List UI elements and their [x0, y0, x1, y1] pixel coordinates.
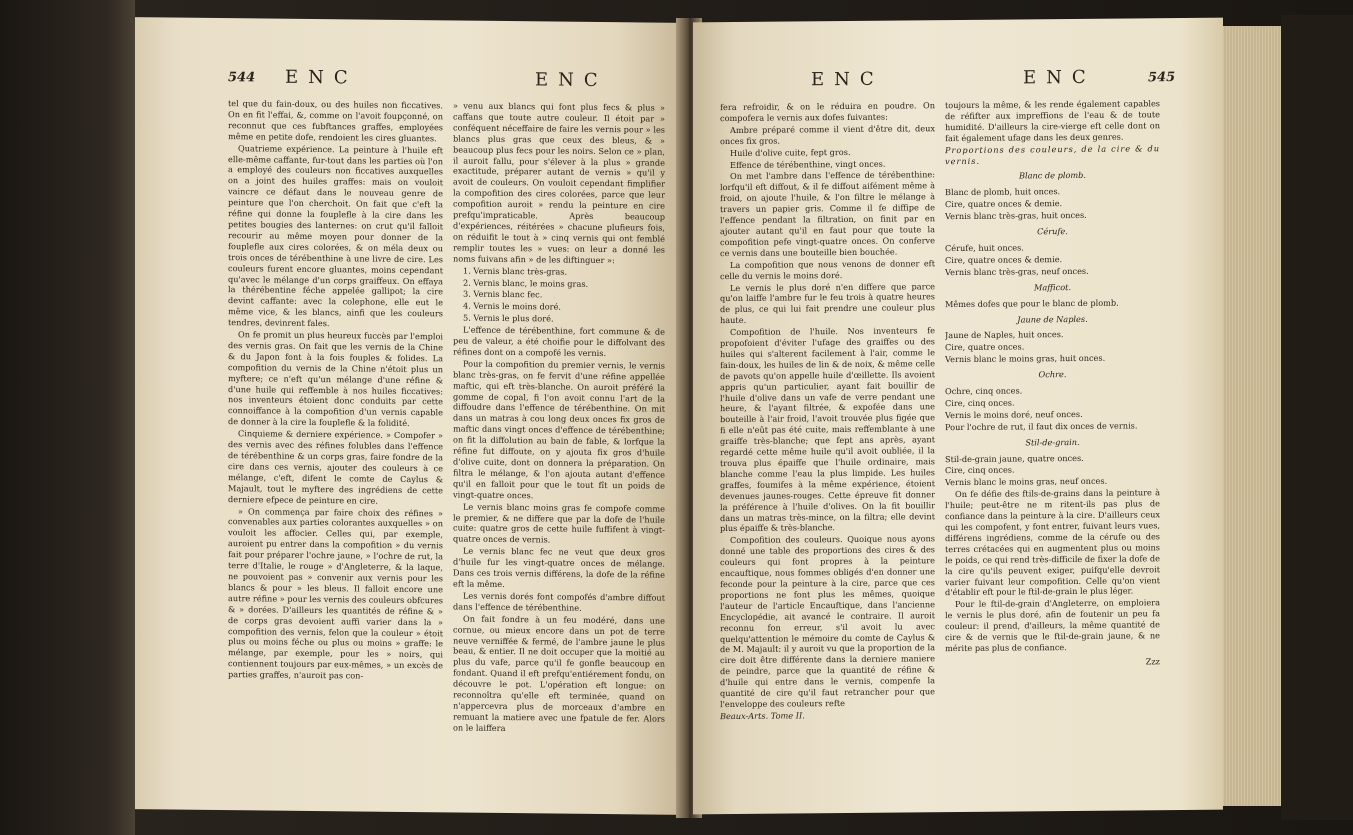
- list-item: 2. Vernis blanc, le moins gras.: [463, 277, 589, 289]
- paragraph: On fait fondre à un feu modéré, dans une cornue, ou mieux encore dans un pot de terre neuve verniffée & fermé, de l'ambre jaune le plus beau, & entier. Il ne doit occuper que la moitié au plus du vafe, parce qu'il fe gonfle beaucoup en fondant. Quand il eft prefqu'entiérement fondu, on découvre le pot. L'opération eft longue: on reconnoîtra qu'elle eft terminée, quand on n'appercevra plus de morceaux d'ambre en remuant la matiere avec une fpatule de fer. Alors on le laiffera: [453, 613, 665, 733]
- paragraph: Pour la compofition du premier vernis, le vernis blanc très-gras, on fe fervit d'une réfine appellée maftic, qui eft très-blanche. On auroit préféré la gomme de copal, fi l'on avoit connu l'art de la diffoudre dans l'effence de térébenthine. On mit dans un matras à cou long deux onces fix gros de maftic dans vingt onces d'effence de térébenthine; on fit la diffolution au bain de fable, & lorfque la réfine fut diffoute, on y ajouta fix gros d'huile d'olive cuite, dont on donnera la préparation. On filtra le mélange, & l'on ajouta autant d'effence qu'il en falloit pour que le tout fît un poids de vingt-quatre onces.: [453, 358, 665, 501]
- paragraph: Effence de térébenthine, vingt onces.: [730, 158, 886, 170]
- recipe-line: Cire, cinq onces.: [945, 464, 1015, 476]
- recipe-title: Blanc de plomb.: [1018, 170, 1087, 181]
- recipe-line: Cérufe, huit onces.: [945, 242, 1024, 254]
- recipe-line: Ochre, cinq onces.: [945, 385, 1023, 397]
- paragraph: Le vernis blanc fec ne veut que deux gros d'huile fur les vingt-quatre onces de mélange. Dans ces trois vernis différens, la dofe de la réfine eft la même.: [453, 545, 665, 589]
- paragraph: Ambre préparé comme il vient d'être dit, deux onces fix gros.: [720, 123, 935, 146]
- paragraph: Pour le ftil-de-grain d'Angleterre, on emploiera le vernis le plus doré, afin de foutenir un peu fa couleur: il prend, d'ailleurs, la même quantité de cire & de vernis que le ftil-de-grain jaune, & ne mérite pas plus de confiance.: [945, 597, 1160, 654]
- list-item: 4. Vernis le moins doré.: [463, 300, 562, 312]
- recipe: [945, 225, 1160, 278]
- recipe: [945, 368, 1160, 432]
- page-number: 544: [228, 70, 256, 86]
- paragraph: » venu aux blancs qui font plus fecs & plus » caffans que toute autre couleur. Il étoit par » conféquent néceffaire de faire les vernis pour » les blancs plus gras que ceux des bleus, & » beaucoup plus fecs pour les noirs. Selon ce » plan, il auroit fallu, pour s'élever à la plus » grande exactitude, préparer autant de vernis » qu'il y avoit de couleurs. On vouloit cependant fimplifier la compofition des cires colorées, parce que leur compofition auroit » rendu la peinture en cire prefqu'impraticable. Après beaucoup d'expériences, réitérées » chacune plufieurs fois, on réduifit le tout à » cinq vernis qui ont femblé remplir toutes les » vues: on leur a donné les noms fuivans afin » de les diftinguer »:: [453, 100, 665, 265]
- paragraph: Compofition des couleurs. Quoique nous ayons donné une table des proportions des cires & des couleurs qui font propres à la peinture encauftique, nous fommes obligés d'en donner une feconde pour la peinture à la cire, parce que ces proportions ne font plus les mêmes, quoique l'auteur de l'article Encauftique, dans l'ancienne Encyclopédie, ait avancé le contraire. Il auroit reconnu fon erreur, s'il avoit lu avec quelqu'attention le mémoire du comte de Caylus & de M. Majault: il y auroit vu que la proportion de la cire doit être différente dans la derniere maniere de peindre, parce que la quantité de réfine & d'huile qui entre dans le vernis, compenfe la quantité de cire qu'il faut retrancher pour que l'enveloppe des couleurs refte: [720, 533, 935, 710]
- paragraph: tel que du fain-doux, ou des huiles non ficcatives. On en fit l'effai, &, comme on l'avoit foupçonné, on reconnut que ces fubftances graffes, employées même en petite dofe, rendoient les cires gluantes.: [228, 98, 443, 144]
- right-page: [693, 18, 1223, 815]
- recipe-line: Cire, quatre onces & demie.: [945, 253, 1063, 265]
- book-cover-right: [1281, 15, 1353, 820]
- paragraph: Le vernis le plus doré n'en differe que parce qu'on laiffe l'ambre fur le feu trois à quatre heures de plus, ce qui lui fait prendre une couleur plus haute.: [720, 280, 935, 326]
- recipe-line: Vernis blanc très-gras, neuf onces.: [945, 265, 1089, 277]
- paragraph: On met l'ambre dans l'effence de térébenthine: lorfqu'il eft diffout, & il fe diffout aifément même à froid, on ajoute l'huile, & l'on filtre le mélange à travers un papier gris. Comme il fe diffipe de l'effence pendant la filtration, on finit par en ajouter autant qu'il en faut pour que toute la compofition pefe vingt-quatre onces. On conferve ce vernis dans une bouteille bien bouchée.: [720, 169, 935, 258]
- paragraph: Les vernis dorés font compofés d'ambre diffout dans l'effence de térébenthine.: [453, 590, 665, 613]
- recipe-line: Pour l'ochre de rut, il faut dix onces de vernis.: [945, 420, 1138, 432]
- paragraph: Quatrieme expérience. La peinture à l'huile eft elle-même caffante, fur-tout dans les parties où l'on a employé des couleurs non ficcatives auxquelles on a joint des huiles graffes: mais on vouloit vaincre ce défaut dans le nouveau genre de peinture que l'on cherchoit. On fait que c'eft la réfine qui donne la fouplefle à la cire dans les petites bougies des lanternes: on crut qu'il falloit recourir au même moyen pour donner de la fouplefle aux cires colorées, & on méla deux ou trois onces de térébenthine à une livre de cire. Les couleurs furent encore gluantes, moins cependant qu'avec le mélange d'un corps graiffeux. On effaya la thérébentine féche appelée gallipot; la cire devint caffante: avec la colephone, elle eut le même vice, & les blancs, ainfi que les couleurs tendres, devinrent fales.: [228, 142, 443, 329]
- varnish-list: [453, 265, 665, 326]
- paragraph: Le vernis blanc moins gras fe compofe comme le premier, & ne differe que par la dofe de l'huile cuite: quatre gros de cette huile fuffifent à vingt-quatre onces de vernis.: [453, 501, 665, 545]
- left-page: [135, 17, 683, 815]
- paragraph: On fe promit un plus heureux fuccès par l'emploi des vernis gras. On fait que les vernis de la Chine & du Japon font à la fois fouples & folides. La compofition du vernis de la Chine n'étoit plus un myftere; ce n'eft qu'un mélange d'une réfine & d'une huile qui reffemble à nos huiles ficcatives: nos inventeurs étoient donc conduits par cette connoiffance à la compofition d'un vernis capable de donner à la cire la fouplefle & la folidité.: [228, 329, 443, 429]
- running-header-right: ENC: [1023, 66, 1096, 89]
- recipe-line: Blanc de plomb, huit onces.: [945, 186, 1061, 198]
- recipe: [945, 436, 1160, 489]
- book-cover-left: [0, 0, 135, 835]
- paragraph: toujours la même, & les rende également capables de réfifter aux impreffions de l'eau & de toute humidité. D'ailleurs la cire-vierge eft celle dont on fait également ufage dans les deux genres.: [945, 98, 1160, 143]
- section-heading: Proportions des couleurs, de la cire & du vernis.: [945, 142, 1160, 166]
- list-item: 1. Vernis blanc très-gras.: [463, 265, 568, 277]
- recipe-line: Stil-de-grain jaune, quatre onces.: [945, 452, 1084, 464]
- paragraph: Huile d'olive cuite, fept gros.: [730, 146, 851, 158]
- list-item: 5. Vernis le plus doré.: [463, 312, 554, 324]
- recipe-title: Ochre.: [1038, 369, 1067, 380]
- volume-footer: Beaux-Arts. Tome II.: [720, 710, 805, 721]
- paragraph: Cinquieme & derniere expérience. » Compofer » des vernis avec des réfines folubles dans l'effence de térébenthine & un corps gras, faire fondre de la cire dans ces vernis, ajouter des couleurs à ce mélange, c'eft, difent le comte de Caylus & Majault, tout le myftere des ingrédiens de cette derniere efpece de peinture en cire.: [228, 428, 443, 506]
- recipe: [945, 281, 1160, 310]
- recipe-title: Jaune de Naples.: [1017, 313, 1088, 324]
- running-header-left: ENC: [285, 66, 358, 89]
- paragraph: fera refroidir, & on le réduira en poudre. On compofera le vernis aux dofes fuivantes:: [720, 100, 935, 123]
- page-number: 545: [1148, 70, 1176, 86]
- recipe-title: Mafficot.: [1033, 281, 1072, 293]
- recipe-line: Mêmes dofes que pour le blanc de plomb.: [945, 297, 1119, 309]
- list-item: 3. Vernis blanc fec.: [463, 288, 543, 300]
- recipe-line: Vernis blanc le moins gras, huit onces.: [945, 352, 1106, 365]
- page-edges: [1223, 26, 1281, 806]
- text-column-1: [228, 98, 443, 800]
- recipe-line: Vernis blanc très-gras, huit onces.: [945, 210, 1087, 222]
- paragraph: La compofition que nous venons de donner eft celle du vernis le moins doré.: [720, 257, 935, 281]
- recipe: [945, 170, 1160, 223]
- recipe-title: Stil-de-grain.: [1025, 436, 1080, 448]
- running-header-right: ENC: [535, 69, 608, 92]
- recipe-title: Cérufe.: [1037, 226, 1068, 237]
- text-column-2: [945, 98, 1160, 800]
- recipe-line: Vernis blanc le moins gras, neuf onces.: [945, 476, 1108, 488]
- recipe-line: Cire, cinq onces.: [945, 397, 1015, 409]
- recipe-line: Jaune de Naples, huit onces.: [945, 329, 1064, 341]
- paragraph: » On commença par faire choix des réfines » convenables aux parties colorantes auxquelles » on vouloit les affocier. Celles qui, par exemple, auroient pu entrer dans la compofition » du vernis fait pour préparer l'ochre jaune, » l'ochre de rut, la terre d'Italie, le rouge » d'Angleterre, & la laque, ne pouvoient pas » convenir aux vernis pour les blancs & pour » les bleus. Il falloit encore une autre réfine » pour les vernis des couleurs obfcures & » dorées. D'ailleurs les quantités de réfine & » de corps gras devoient auffi varier dans la » compofition des vernis, felon que la couleur » étoit plus ou moins féche ou plus ou moins » graffe: le mélange, par exemple, pour les » noirs, qui contiennent toujours par eux-mêmes, » un excès de parties graffes, n'auroit pas con-: [228, 505, 443, 681]
- text-column-2: [453, 100, 665, 802]
- paragraph: L'effence de térébenthine, fort commune & de peu de valeur, a été choifie pour le diffolvant des réfines dont on a compofé les vernis.: [453, 324, 665, 359]
- paragraph: Compofition de l'huile. Nos inventeurs fe propofoient d'éviter l'ufage des graiffes ou des huiles qui s'alterent facilement à l'air, comme le fain-doux, les huiles de lin & de noix, & même celle de pavots qu'on appelle huile d'œillette. Ils avoient appris qu'un particulier, ayant fait bouillir de l'huile d'olive dans un vafe de verre pendant une heure, & l'ayant filtrée, & expofée dans une bouteille à l'air froid, l'avoit trouvée plus figée que fi elle n'eût pas été cuite, mais reffemblante à une graiffe très-blanche; que fept ans après, ayant regardé cette même huile qu'il avoit oubliée, il la trouva plus épaiffe que l'huile ordinaire, mais blanche comme l'eau la plus limpide. Les huiles graffes, foumifes à la même expérience, étoient devenues jaunes-rouges. Cette épreuve fit donner la préférence à l'huile d'olives. On la fit bouillir dans un matras très-mince, on la filtra; elle devint plus épaiffe & très-blanche.: [720, 325, 935, 534]
- running-header-left: ENC: [811, 68, 884, 91]
- signature-mark: Zzz: [1145, 656, 1160, 667]
- recipe-line: Cire, quatre onces & demie.: [945, 198, 1063, 210]
- paragraph: On fe défie des ftils-de-grains dans la peinture à l'huile; peut-être ne m ritent-ils pas plus de confiance dans la peinture à la cire. D'ailleurs ceux qui les compofent, y font entrer, fuivant leurs vues, différens ingrédiens, comme de la cérufe ou des terres crétacées qui en augmentent plus ou moins le poids, ce qui rend très-difficile de fixer la dofe de la cire qu'ils peuvent exiger, puifqu'elle devroit varier fuivant leur compofition. Celle qu'on vient d'établir eft pour le ftil-de-grain le plus léger.: [945, 487, 1160, 598]
- recipe-line: Vernis le moins doré, neuf onces.: [945, 408, 1083, 420]
- text-column-1: [720, 100, 935, 802]
- recipe-line: Cire, quatre onces.: [945, 341, 1025, 353]
- recipe: [945, 313, 1160, 366]
